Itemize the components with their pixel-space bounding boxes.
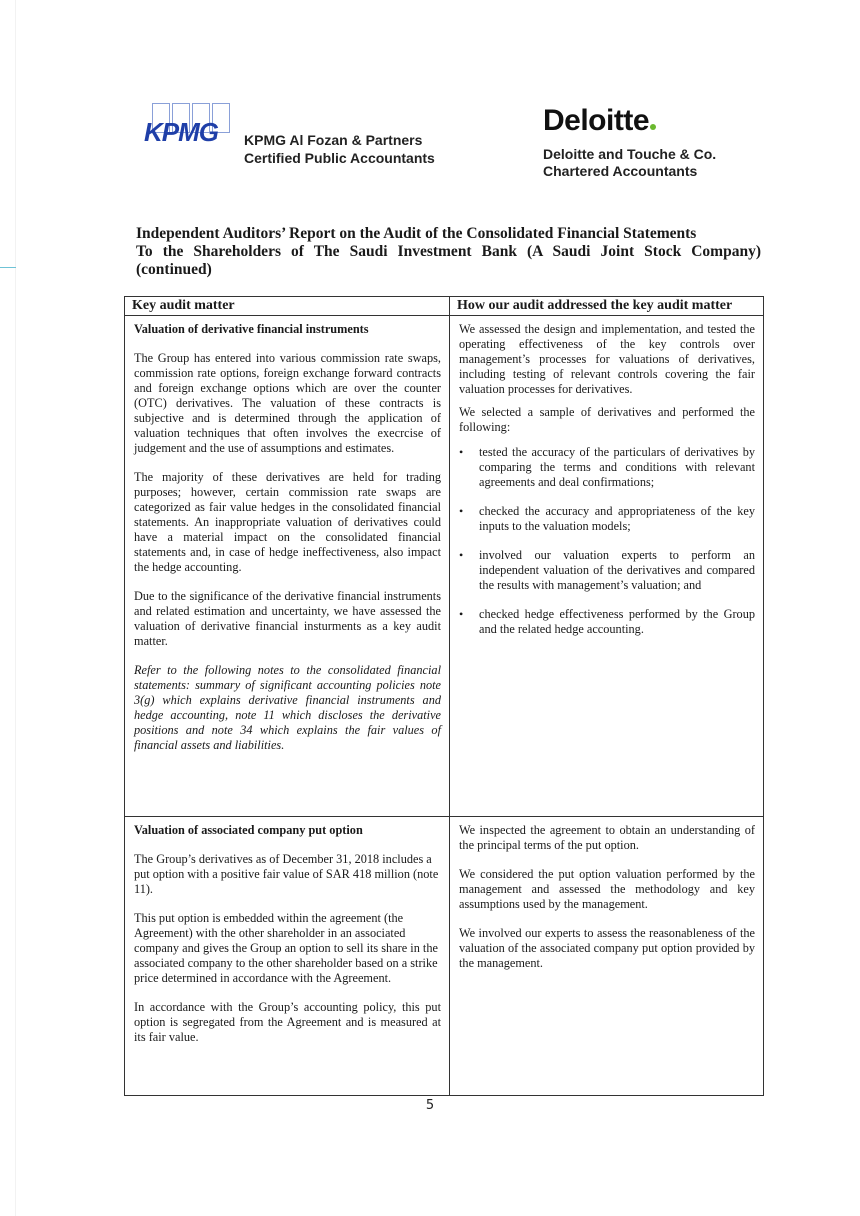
header-key-audit-matter: Key audit matter <box>125 297 450 316</box>
report-title <box>136 225 761 279</box>
kpmg-firm-block <box>244 131 435 167</box>
matter-paragraph: The Group has entered into various commission rate swaps, commission rate options, foreign exchange forward contracts and foreign exchange options which are over the counter (OTC) derivatives. The valuation of these contracts is subjective and is determined through the application of valuation techniques that often involves the execrcise of judgement and the use of assumptions and estimates. <box>134 351 441 455</box>
key-audit-matters-table <box>124 296 764 1096</box>
note-reference: Refer to the following notes to the consolidated financial statements: summary of significant accounting policies note 3(g) which explains derivative financial instruments and hedge accounting, note 11 which discloses the derivative positions and note 34 which explains the fair values of financial assets and liabilities. <box>134 663 441 752</box>
matter-cell-derivatives <box>125 316 450 817</box>
scan-margin-mark <box>0 267 16 268</box>
response-cell-derivatives <box>450 316 764 817</box>
response-paragraph: We considered the put option valuation performed by the management and assessed the methodology and key assumptions used by the management. <box>459 867 755 911</box>
table-row <box>125 316 764 817</box>
matter-paragraph: The Group’s derivatives as of December 31, 2018 includes a put option with a positive fair value of SAR 418 million (note 11). <box>134 852 439 896</box>
procedures-list <box>459 445 755 637</box>
response-paragraph: We involved our experts to assess the reasonableness of the valuation of the associated company put option provided by the management. <box>459 926 755 970</box>
matter-paragraph: Due to the significance of the derivative financial instruments and related estimation and uncertainty, we have assessed the valuation of derivative financial insturments as a key audit matter. <box>134 589 441 648</box>
table-row <box>125 817 764 1096</box>
kpmg-logo <box>144 103 232 147</box>
header-audit-response: How our audit addressed the key audit matter <box>450 297 764 316</box>
response-paragraph: We assessed the design and implementation, and tested the operating effectiveness of the key controls over management’s processes for valuations of derivatives, including testing of relevant controls covering the fair valuation processes for derivatives. <box>459 322 755 396</box>
matter-cell-put-option <box>125 817 450 1096</box>
deloitte-logo-text: Deloitte <box>543 104 650 137</box>
deloitte-firm-block <box>543 146 716 180</box>
response-paragraph: We selected a sample of derivatives and performed the following: <box>459 405 755 434</box>
report-title-line2: To the Shareholders of The Saudi Investment Bank (A Saudi Joint Stock Company) <box>136 243 761 260</box>
matter-paragraph: In accordance with the Group’s accounting policy, this put option is segregated from the Agreement and is measured at its fair value. <box>134 1000 441 1044</box>
response-cell-put-option <box>450 817 764 1096</box>
kpmg-firm-name: KPMG Al Fozan & Partners <box>244 132 423 148</box>
response-paragraph: We inspected the agreement to obtain an understanding of the principal terms of the put option. <box>459 823 755 852</box>
deloitte-logo <box>543 104 656 138</box>
kpmg-firm-type: Certified Public Accountants <box>244 150 435 166</box>
table-header-row <box>125 297 764 316</box>
deloitte-green-dot-icon <box>650 124 656 130</box>
kpmg-logo-text: KPMG <box>144 117 218 147</box>
matter-paragraph: This put option is embedded within the agreement (the Agreement) with the other shareholder in an associated company and gives the Group an option to sell its share in the associated company to the other shareholder based on a strike price determined in accordance with the Agreement. <box>134 911 438 985</box>
matter-heading: Valuation of associated company put option <box>134 823 363 837</box>
matter-heading: Valuation of derivative financial instruments <box>134 322 369 336</box>
matter-paragraph: The majority of these derivatives are held for trading purposes; however, certain commission rate swaps are categorized as fair value hedges in the consolidated financial statements. An inappropriate valuation of derivatives could have a material impact on the consolidated financial statements and, in case of hedge ineffectiveness, also impact the hedge accounting. <box>134 470 441 574</box>
list-item: • checked the accuracy and appropriateness of the key inputs to the valuation models; <box>459 504 755 534</box>
scan-edge-line <box>15 0 16 1216</box>
list-item: • involved our valuation experts to perform an independent valuation of the derivatives and compared the results with management’s valuation; and <box>459 548 755 593</box>
report-title-line3: (continued) <box>136 261 212 278</box>
report-title-line1: Independent Auditors’ Report on the Audit of the Consolidated Financial Statements <box>136 225 697 242</box>
deloitte-firm-name: Deloitte and Touche & Co. <box>543 146 717 162</box>
list-item: • checked hedge effectiveness performed by the Group and the related hedge accounting. <box>459 607 755 637</box>
list-item: • tested the accuracy of the particulars of derivatives by comparing the terms and conditions with relevant agreements and deal confirmations; <box>459 445 755 490</box>
deloitte-firm-type: Chartered Accountants <box>543 163 698 179</box>
page-number: 5 <box>425 1098 435 1113</box>
